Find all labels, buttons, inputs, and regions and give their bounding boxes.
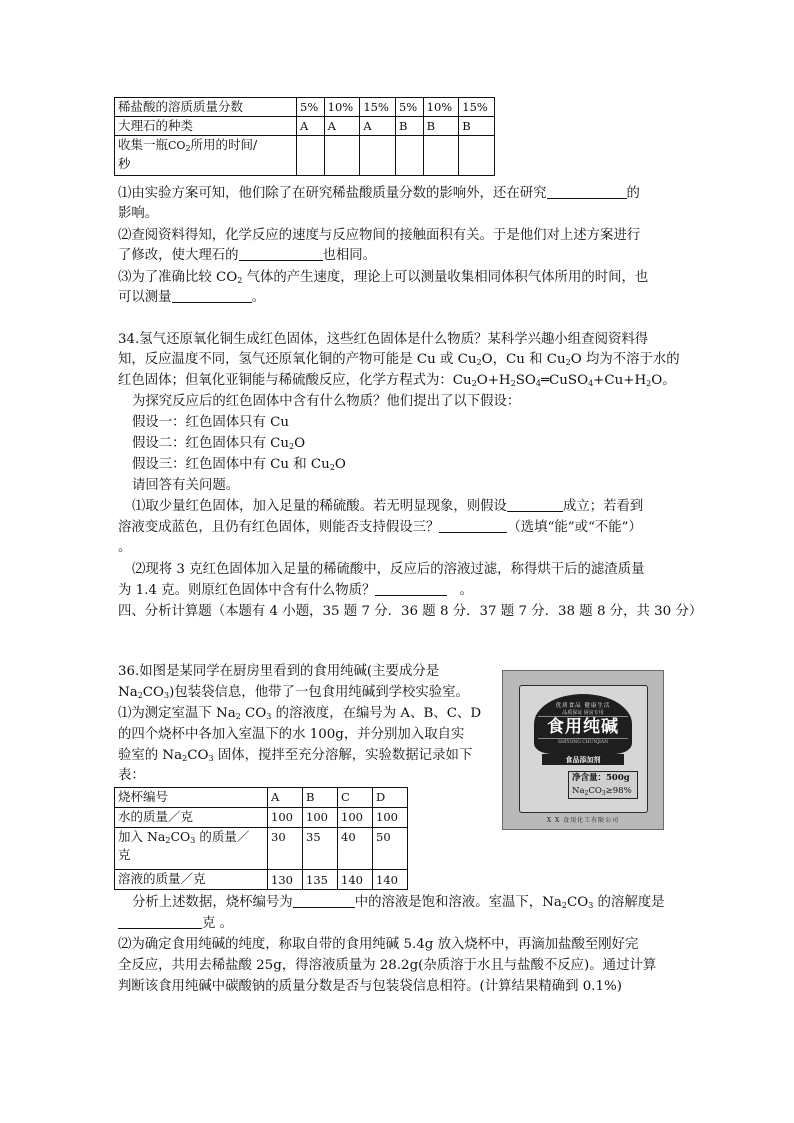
answer-blank[interactable] [293, 893, 355, 908]
table-cell [297, 136, 325, 176]
q36-part2-line2: 全反应，共用去稀盐酸 25g，得溶液质量为 28.2g(杂质溶于水且与盐酸不反应)。通过计算 [118, 958, 657, 973]
q34-line1: 34.氢气还原氧化铜生成红色固体，这些红色固体是什么物质？某科学兴趣小组查阅资料得 [118, 332, 649, 347]
table-header-cell: 大理石的种类 [115, 117, 297, 136]
table-cell: C [338, 788, 373, 808]
table-cell: B [303, 788, 338, 808]
q36-part2-line3: 判断该食用纯碱中碳酸钠的质量分数是否与包装袋信息相符。(计算结果精确到 0.1%) [118, 979, 623, 994]
table-cell: 15% [360, 98, 396, 117]
q34-line9: ⑴取少量红色固体，加入足量的稀硫酸。若无明显现象，则假设 成立；若看到 [132, 499, 644, 514]
q33-part1-cont: 影响。 [118, 206, 159, 221]
q33-part3-cont: 可以测量 。 [118, 290, 265, 305]
answer-blank[interactable] [118, 914, 202, 929]
table-cell [360, 136, 396, 176]
package-info-box: 净含量：500g $Na_2CO_3\ge 98\%$ [568, 771, 638, 799]
table-cell: 10% [324, 98, 360, 117]
table-cell: 140 [338, 870, 373, 890]
package-card [519, 685, 648, 813]
package-footer: X X 食用化工有限公司 [546, 817, 620, 824]
q34-line11: 。 [118, 540, 132, 555]
q34-line12: ⑵现将 3 克红色固体加入足量的稀硫酸中，反应后的溶液过滤，称得烘干后的滤渣质量 [132, 562, 645, 577]
table-header-cell: 烧杯编号 [115, 788, 268, 808]
table-cell: 100 [303, 808, 338, 828]
q34-hypothesis-1: 假设一：红色固体只有 Cu [132, 415, 290, 430]
table-cell: 35 [303, 828, 338, 870]
answer-blank[interactable] [547, 184, 627, 199]
q34-hypothesis-2: 假设二：红色固体只有 $Cu_2O$ [132, 436, 306, 451]
table-cell: 130 [268, 870, 303, 890]
q36-line1: 36.如图是某同学在厨房里看到的食用纯碱(主要成分是 [118, 664, 440, 679]
table-cell: 40 [338, 828, 373, 870]
q36-line2: $Na_2CO_3$)包装袋信息，他带了一包食用纯碱到学校实验室。 [118, 685, 469, 700]
table-cell: B [459, 117, 495, 136]
q36-line4: 的四个烧杯中各加入室温下的水 100g，并分别加入取自实 [118, 727, 465, 742]
table-cell [423, 136, 459, 176]
table-header-cell: 加入 $Na_2CO_3$ 的质量／ 克 [115, 828, 268, 870]
q36-line3: ⑴为测定室温下 $Na_2$ $CO_3$ 的溶液度，在编号为 A、B、C、D [118, 706, 482, 721]
package-band: 食品添加剂 [542, 754, 624, 765]
package-badge: 优质食品 健康生活 品质保证 厨房专用 食用纯碱 SHIYONG CHUNJIAN [534, 694, 632, 754]
table-cell: 135 [303, 870, 338, 890]
answer-blank[interactable] [375, 581, 447, 596]
table-cell: 5% [395, 98, 423, 117]
table-cell: A [324, 117, 360, 136]
q34-line3: 红色固体；但氧化亚铜能与稀硫酸反应，化学方程式为：$Cu_2O+H_2SO_4═CuSO_4+Cu+H_2O$。 [118, 373, 676, 388]
section-heading: 四、分析计算题（本题有 4 小题，35 题 7 分．36 题 8 分．37 题 7 分．38 题 8 分，共 30 分） [118, 604, 703, 619]
q34-line4: 为探究反应后的红色固体中含有什么物质？他们提出了以下假设： [132, 394, 521, 409]
q34-line2: 知，反应温度不同，氢气还原氧化铜的产物可能是 Cu 或 $Cu_2O$，Cu 和 $Cu_2O$ 均为不溶于水的 [118, 352, 680, 367]
table-row [115, 788, 408, 808]
q33-part2-cont: 了修改，使大理石的 也相同。 [118, 248, 377, 263]
answer-blank[interactable] [439, 518, 507, 533]
q33-part2: ⑵查阅资料得知，化学反应的速度与反应物间的接触面积有关。于是他们对上述方案进行 [118, 228, 641, 243]
answer-blank[interactable] [507, 497, 563, 512]
table-cell: B [423, 117, 459, 136]
table-cell: D [373, 788, 408, 808]
table-cell: 140 [373, 870, 408, 890]
table-row [115, 136, 495, 176]
table-cell: 10% [423, 98, 459, 117]
q36-line6: 表： [118, 768, 145, 783]
table-cell: A [297, 117, 325, 136]
table-cell: A [268, 788, 303, 808]
table-row [115, 808, 408, 828]
solubility-table [114, 787, 408, 890]
answer-blank[interactable] [172, 288, 252, 303]
table-cell [324, 136, 360, 176]
q33-part3: ⑶为了准确比较 $CO_2$ 气体的产生速度，理论上可以测量收集相同体积气体所用的时间，也 [118, 270, 649, 285]
table-row [115, 870, 408, 890]
q34-line13: 为 1.4 克。则原红色固体中含有什么物质？ 。 [118, 583, 473, 598]
table-cell: 100 [268, 808, 303, 828]
q36-analysis: 分析上述数据，烧杯编号为 中的溶液是饱和溶液。室温下，$Na_2CO_3$ 的溶解度是 [132, 895, 665, 910]
q33-part1: ⑴由实验方案可知，他们除了在研究稀盐酸质量分数的影响外，还在研究 的 [118, 186, 640, 201]
table-cell [459, 136, 495, 176]
q34-hypothesis-3: 假设三：红色固体中有 Cu 和 $Cu_2O$ [132, 457, 346, 472]
q34-line10: 溶液变成蓝色，且仍有红色固体，则能否支持假设三？ （选填“能”或“不能”） [118, 520, 642, 535]
table-row [115, 117, 495, 136]
experiment-table [114, 97, 495, 176]
q34-line8: 请回答有关问题。 [132, 478, 240, 493]
table-header-cell: 溶液的质量／克 [115, 870, 268, 890]
table-cell: 50 [373, 828, 408, 870]
table-cell: B [395, 117, 423, 136]
q36-analysis-cont: 克 。 [118, 914, 233, 933]
table-cell [395, 136, 423, 176]
table-cell: 100 [373, 808, 408, 828]
table-header-cell: 收集一瓶$CO_2$所用的时间/ 秒 [115, 136, 297, 176]
table-row [115, 98, 495, 117]
q36-part2-line1: ⑵为确定食用纯碱的纯度，称取自带的食用纯碱 5.4g 放入烧杯中，再滴加盐酸至刚好完 [118, 937, 639, 952]
table-cell: 15% [459, 98, 495, 117]
soda-package-image [502, 670, 664, 830]
q36-line5: 验室的 $Na_2CO_3$ 固体，搅拌至充分溶解，实验数据记录如下 [118, 748, 473, 763]
table-cell: 100 [338, 808, 373, 828]
table-cell: 5% [297, 98, 325, 117]
table-header-cell: 水的质量／克 [115, 808, 268, 828]
table-cell: A [360, 117, 396, 136]
package-title: 食用纯碱 [538, 716, 628, 739]
table-header-cell: 稀盐酸的溶质质量分数 [115, 98, 297, 117]
answer-blank[interactable] [239, 246, 323, 261]
table-row [115, 828, 408, 870]
table-cell: 30 [268, 828, 303, 870]
